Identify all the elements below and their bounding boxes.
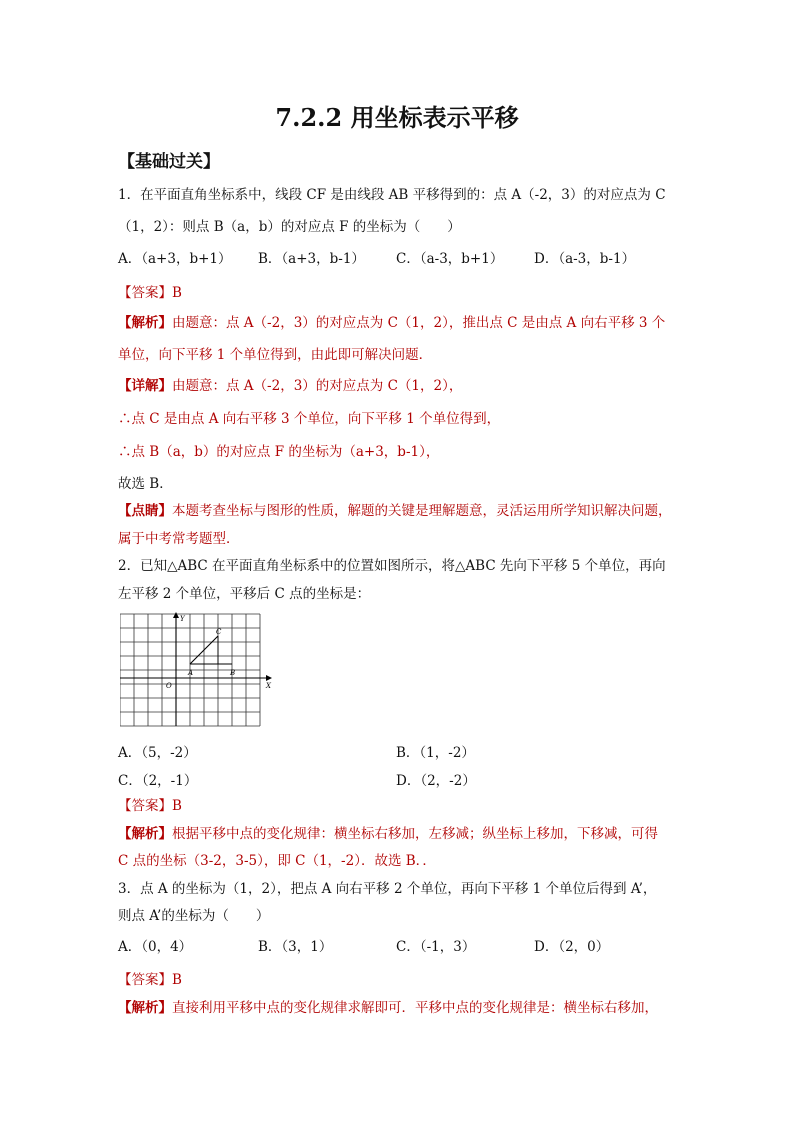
q1-analysis-line2: 单位，向下平移 1 个单位得到，由此即可解决问题． — [118, 347, 433, 363]
section-heading: 【基础过关】 — [118, 152, 220, 172]
q3-option-d: D．（2，0） — [534, 939, 610, 955]
q1-answer: 【答案】B — [118, 285, 182, 301]
q1-option-a: A．（a+3，b+1） — [118, 251, 232, 267]
point-a-label: A — [188, 669, 194, 677]
q2-option-c: C．（2，-1） — [118, 773, 198, 789]
q1-stem-line1: 1．在平面直角坐标系中，线段 CF 是由线段 AB 平移得到的：点 A（-2，3）的对应点为 C — [118, 187, 666, 203]
q3-analysis-line1 — [118, 999, 658, 1017]
q3-answer: 【答案】B — [118, 972, 182, 988]
q3-option-b: B．（3，1） — [258, 939, 333, 955]
q3-stem-line2: 则点 A’的坐标为（ ） — [118, 908, 270, 924]
q3-option-a: A．（0，4） — [118, 939, 193, 955]
q2-stem-line2: 左平移 2 个单位，平移后 C 点的坐标是： — [118, 586, 371, 602]
coordinate-grid-figure — [120, 612, 275, 732]
q1-detail-tag: 【详解】 — [118, 378, 172, 394]
q2-analysis-line1 — [118, 825, 658, 843]
q1-comment-tag: 【点睛】 — [118, 503, 172, 519]
q2-answer: 【答案】B — [118, 798, 182, 814]
y-axis-label: Y — [180, 615, 185, 623]
q2-option-b: B．（1，-2） — [396, 745, 475, 761]
q1-option-c: C．（a-3，b+1） — [396, 251, 504, 267]
x-axis-arrow — [266, 675, 272, 681]
q1-analysis-tag: 【解析】 — [118, 315, 172, 331]
q1-analysis-line1 — [118, 314, 665, 332]
q2-option-a: A．（5，-2） — [118, 745, 197, 761]
q2-analysis-tag: 【解析】 — [118, 826, 172, 842]
q1-analysis-text1: 由题意：点 A（-2，3）的对应点为 C（1，2），推出点 C 是由点 A 向右平移 3 个 — [172, 315, 666, 331]
q1-detail-line4: 故选 B． — [118, 476, 173, 492]
q1-comment-line1 — [118, 502, 672, 520]
q2-stem-line1: 2．已知△ABC 在平面直角坐标系中的位置如图所示，将△ABC 先向下平移 5 个单位，再向 — [118, 558, 666, 574]
q1-comment-line2: 属于中考常考题型． — [118, 531, 240, 547]
q1-option-d: D．（a-3，b-1） — [534, 251, 636, 267]
q1-detail-line1 — [118, 377, 462, 395]
q1-detail-line2: ∴点 C 是由点 A 向右平移 3 个单位，向下平移 1 个单位得到， — [118, 411, 501, 427]
q3-analysis-text1: 直接利用平移中点的变化规律求解即可．平移中点的变化规律是：横坐标右移加， — [172, 1000, 658, 1016]
x-axis-label: X — [266, 682, 271, 690]
q1-detail-line3: ∴点 B（a，b）的对应点 F 的坐标为（a+3，b-1）， — [118, 444, 440, 460]
q1-detail-text1: 由题意：点 A（-2，3）的对应点为 C（1，2）， — [172, 378, 463, 394]
q2-analysis-line2: C 点的坐标（3-2，3-5），即 C（1，-2）．故选 B．． — [118, 853, 436, 869]
q1-option-b: B．（a+3，b-1） — [258, 251, 365, 267]
origin-label: O — [166, 682, 172, 690]
point-b-label: B — [230, 669, 236, 677]
q3-option-c: C．（-1，3） — [396, 939, 476, 955]
y-axis-arrow — [173, 612, 179, 618]
q2-analysis-text1: 根据平移中点的变化规律：横坐标右移加，左移减；纵坐标上移加，下移减，可得 — [172, 826, 658, 842]
q3-stem-line1: 3．点 A 的坐标为（1，2），把点 A 向右平移 2 个单位，再向下平移 1 个单位后得到 A’， — [118, 881, 657, 897]
page-title: 7.2.2 用坐标表示平移 — [275, 103, 519, 132]
q2-option-d: D．（2，-2） — [396, 773, 476, 789]
q1-comment-text1: 本题考查坐标与图形的性质，解题的关键是理解题意，灵活运用所学知识解决问题， — [172, 503, 672, 519]
q1-stem-line2: （1，2）：则点 B（a，b）的对应点 F 的坐标为（ ） — [118, 219, 461, 235]
q3-analysis-tag: 【解析】 — [118, 1000, 172, 1016]
point-c-label: C — [216, 628, 222, 636]
